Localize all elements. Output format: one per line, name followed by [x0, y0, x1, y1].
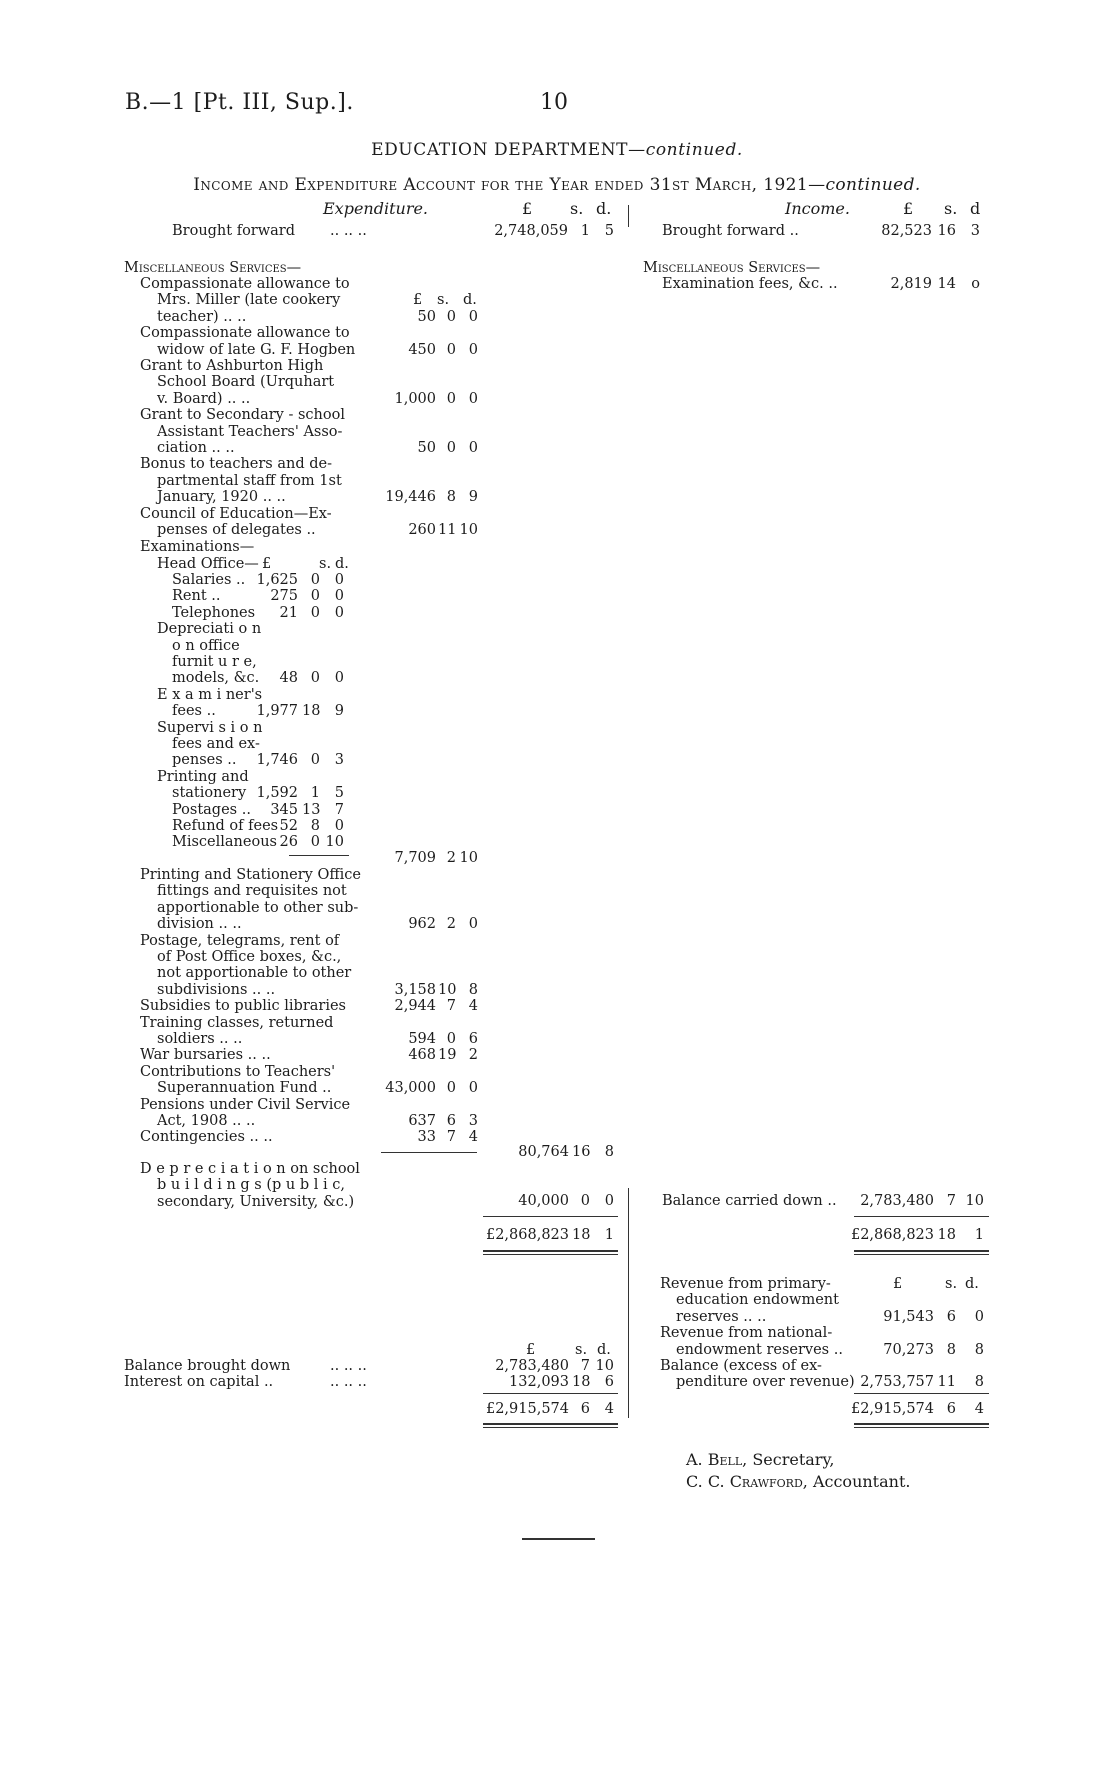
exam-item-pence: 9 [334, 703, 344, 720]
misc-item-line: Grant to Ashburton High [140, 358, 324, 374]
misc-item-pence: 0 [468, 308, 478, 325]
exam-item-pounds: 48 [279, 670, 298, 687]
interest-on-capital-shillings: 18 [572, 1374, 591, 1390]
misc-item-pounds: 594 [408, 1031, 436, 1047]
misc-item-shillings: 8 [446, 489, 456, 506]
misc-item-line: penses of delegates .. [157, 522, 316, 538]
exam-item-pence: 0 [334, 572, 344, 588]
balance-brought-down-shillings: 7 [580, 1358, 590, 1374]
b2-exp-col-shillings: s. [575, 1342, 588, 1358]
misc-item-line: Training classes, returned [140, 1014, 334, 1031]
misc-item-line: Contingencies .. .. [140, 1129, 273, 1146]
misc-item-pence: 8 [468, 981, 478, 998]
exam-item-line: E x a m i ner's [157, 686, 263, 703]
page-title: EDUCATION DEPARTMENT—continued. [371, 140, 743, 160]
exam-item-pence: 10 [325, 834, 344, 851]
b2-income-pence: 8 [974, 1341, 984, 1358]
exp-total-top-rule [483, 1216, 618, 1217]
exam-item-line: fees and ex- [172, 736, 260, 752]
misc-item-line: apportionable to other sub- [157, 899, 359, 916]
misc-item-line: Council of Education—Ex- [140, 505, 332, 522]
b2-income-pence: 0 [974, 1308, 984, 1325]
inc-exam-fees-shillings: 14 [937, 276, 956, 292]
exam-item-line: Printing and [157, 768, 249, 785]
signature-secretary: A. Bell, Secretary, [686, 1450, 835, 1469]
exam-item-shillings: 0 [310, 572, 320, 588]
misc-item-line: teacher) .. .. [157, 308, 247, 325]
misc-item-line: Postage, telegrams, rent of [140, 932, 340, 949]
b2-income-pounds: 91,543 [883, 1308, 934, 1325]
misc-item-pence: 0 [468, 1080, 478, 1097]
inc-brought-forward-pounds: 82,523 [881, 223, 932, 239]
b2-income-line: Balance (excess of ex- [660, 1358, 822, 1374]
misc-item-line: Superannuation Fund .. [157, 1080, 332, 1097]
misc-item-pence: 10 [459, 522, 478, 538]
inc-col-shillings: s. [944, 199, 958, 218]
misc-item-shillings: 0 [446, 341, 456, 358]
inc-balance-carried-down-pounds: 2,783,480 [860, 1193, 934, 1209]
misc-item-pounds: 260 [408, 522, 436, 538]
misc-item-line: Compassionate allowance to [140, 276, 350, 292]
interest-on-capital-pence: 6 [604, 1374, 614, 1390]
inc-balance-carried-down-pence: 10 [965, 1193, 984, 1209]
inc-exam-fees-pounds: 2,819 [890, 276, 932, 292]
b2-exp-total-pounds: £2,915,574 [485, 1401, 569, 1417]
misc-item-line: partmental staff from 1st [157, 472, 342, 489]
exam-col-pounds: £ [262, 556, 272, 572]
exp-brought-forward-dots: .. .. .. [330, 223, 367, 239]
exam-item-pounds: 1,977 [256, 703, 298, 720]
b2-exp-total-rule [483, 1393, 618, 1394]
exam-item-shillings: 8 [310, 818, 320, 834]
misc-item-pence: 0 [468, 440, 478, 456]
misc-item-pounds: 2,944 [394, 998, 436, 1015]
b2-income-pounds: 2,753,757 [860, 1374, 934, 1391]
exp-grand-total-pence: 1 [604, 1227, 614, 1243]
exam-total-shillings: 2 [446, 850, 456, 866]
exam-item-pounds: 21 [279, 604, 298, 621]
exam-item-pence: 7 [334, 801, 344, 818]
exam-item-pounds: 1,592 [256, 785, 298, 802]
b2-exp-col-pounds: £ [526, 1342, 536, 1358]
misc-item-pounds: 1,000 [394, 390, 436, 407]
exam-item-pounds: 26 [279, 834, 298, 851]
exam-item-line: Refund of fees [172, 818, 279, 834]
page-number: 10 [540, 90, 568, 115]
misc-item-line: of Post Office boxes, &c., [157, 949, 342, 965]
expenditure-heading: Expenditure. [323, 199, 429, 218]
misc-item-shillings: 7 [446, 1129, 456, 1146]
exam-item-pence: 3 [334, 752, 344, 769]
misc-item-pounds: 33 [417, 1129, 436, 1146]
interest-on-capital-dots: .. .. .. [330, 1374, 367, 1390]
inc-balance-carried-down-shillings: 7 [946, 1193, 956, 1209]
interest-on-capital-label: Interest on capital .. [124, 1374, 274, 1390]
exam-item-line: models, &c. [172, 670, 260, 687]
exam-item-pence: 0 [334, 604, 344, 621]
exam-item-pounds: 275 [270, 588, 298, 605]
misc-subtotal-rule [381, 1152, 477, 1153]
misc-col-shillings: s. [437, 292, 450, 308]
exam-item-line: Supervi s i o n [157, 719, 263, 736]
depreciation-line: D e p r e c i a t i o n on school [140, 1161, 360, 1177]
misc-item-pence: 0 [468, 390, 478, 407]
exam-item-line: o n office [172, 637, 240, 654]
b2-inc-col-pounds: £ [893, 1276, 903, 1292]
misc-item-shillings: 0 [446, 1080, 456, 1097]
b2-income-pence: 8 [974, 1374, 984, 1391]
misc-item-shillings: 11 [438, 522, 457, 538]
depreciation-line: b u i l d i n g s (p u b l i c, [157, 1177, 345, 1194]
b2-income-pounds: 70,273 [883, 1341, 934, 1358]
exam-item-shillings: 0 [310, 834, 320, 851]
depreciation-shillings: 0 [580, 1193, 590, 1209]
misc-item-shillings: 7 [446, 998, 456, 1015]
exp-col-pounds: £ [522, 199, 533, 218]
depreciation-line: secondary, University, &c.) [157, 1193, 355, 1210]
misc-item-line: School Board (Urquhart [157, 374, 335, 391]
inc-grand-total-pence: 1 [974, 1227, 984, 1243]
b2-inc-col-pence: d. [965, 1276, 979, 1292]
inc-balance-carried-down-label: Balance carried down .. [662, 1193, 837, 1209]
misc-item-shillings: 0 [446, 308, 456, 325]
document-reference: B.—1 [Pt. III, Sup.]. [125, 90, 354, 115]
misc-item-line: Compassionate allowance to [140, 325, 350, 342]
exam-item-pence: 0 [334, 670, 344, 687]
misc-item-pounds: 450 [408, 341, 436, 358]
depreciation-pounds: 40,000 [518, 1193, 569, 1209]
exp-total-double-rule [483, 1250, 618, 1252]
misc-item-pence: 2 [468, 1047, 478, 1064]
exam-item-line: Salaries .. [172, 572, 246, 588]
misc-item-line: January, 1920 .. .. [157, 489, 286, 506]
misc-item-line: subdivisions .. .. [157, 981, 276, 998]
column-divider [628, 205, 629, 227]
misc-item-line: ciation .. .. [157, 440, 235, 456]
misc-item-shillings: 6 [446, 1113, 456, 1129]
misc-item-pounds: 50 [417, 440, 436, 456]
misc-item-line: Mrs. Miller (late cookery [157, 292, 341, 309]
inc-grand-total-pounds: £2,868,823 [850, 1227, 934, 1243]
misc-item-pounds: 468 [408, 1047, 436, 1064]
misc-item-pounds: 3,158 [394, 981, 436, 998]
exam-item-line: Telephones [172, 604, 256, 621]
b2-income-line: penditure over revenue) [676, 1374, 855, 1391]
exam-item-pence: 0 [334, 588, 344, 605]
exp-misc-heading: Miscellaneous Services— [124, 260, 302, 276]
misc-item-pounds: 50 [417, 308, 436, 325]
signature-accountant: C. C. Crawford, Accountant. [686, 1472, 911, 1491]
misc-item-shillings: 19 [438, 1047, 457, 1064]
inc-col-pounds: £ [903, 199, 914, 218]
misc-item-pence: 0 [468, 341, 478, 358]
inc-total-top-rule [854, 1216, 989, 1217]
misc-item-line: Pensions under Civil Service [140, 1096, 351, 1113]
misc-item-line: Printing and Stationery Office [140, 867, 362, 883]
misc-item-pence: 6 [468, 1031, 478, 1047]
balance-brought-down-label: Balance brought down [124, 1358, 291, 1374]
misc-item-shillings: 2 [446, 916, 456, 933]
exp-grand-total-pounds: £2,868,823 [485, 1227, 569, 1243]
misc-item-line: Subsidies to public libraries [140, 998, 346, 1015]
exp-col-shillings: s. [570, 199, 584, 218]
misc-total-shillings: 16 [572, 1144, 591, 1160]
exam-item-shillings: 0 [310, 670, 320, 687]
misc-item-pence: 3 [468, 1113, 478, 1129]
inc-exam-fees-label: Examination fees, &c. .. [662, 276, 838, 292]
misc-col-pence: d. [463, 292, 477, 308]
exam-item-line: Depreciati o n [157, 621, 262, 638]
misc-item-line: not apportionable to other [157, 965, 352, 982]
misc-item-line: v. Board) .. .. [157, 390, 251, 407]
b2-exp-total-shillings: 6 [580, 1401, 590, 1417]
b2-income-shillings: 8 [946, 1341, 956, 1358]
inc-total-double-rule [854, 1250, 989, 1252]
misc-item-shillings: 10 [438, 981, 457, 998]
exp-brought-forward-pence: 5 [604, 223, 614, 239]
exam-item-pounds: 345 [270, 801, 298, 818]
exam-item-shillings: 0 [310, 588, 320, 605]
b2-inc-total-rule [854, 1393, 989, 1394]
misc-col-pounds: £ [413, 292, 423, 308]
inc-brought-forward-pence: 3 [970, 223, 980, 239]
exam-item-line: fees .. [172, 703, 216, 720]
account-subtitle: Income and Expenditure Account for the Year ended 31st March, 1921—continued. [193, 175, 921, 195]
exam-col-pence: d. [335, 556, 349, 572]
balance-brought-down-pounds: 2,783,480 [495, 1358, 569, 1374]
misc-total-pounds: 80,764 [518, 1144, 569, 1160]
misc-item-line: soldiers .. .. [157, 1031, 243, 1047]
exp-brought-forward-label: Brought forward [172, 223, 296, 239]
misc-item-shillings: 0 [446, 390, 456, 407]
balance-brought-down-dots: .. .. .. [330, 1358, 367, 1374]
misc-item-pounds: 962 [408, 916, 436, 933]
exam-item-shillings: 0 [310, 752, 320, 769]
misc-item-shillings: 0 [446, 440, 456, 456]
exam-item-line: Postages .. [172, 801, 251, 818]
misc-item-line: Grant to Secondary - school [140, 407, 345, 424]
b2-income-line: education endowment [676, 1292, 839, 1309]
misc-item-pence: 4 [468, 1129, 478, 1146]
end-rule [522, 1538, 595, 1540]
exam-item-line: Miscellaneous [172, 834, 277, 851]
b2-inc-total-pence: 4 [974, 1401, 984, 1417]
b2-inc-double-rule-2 [854, 1427, 989, 1428]
b2-exp-double-rule [483, 1423, 618, 1425]
exp-total-double-rule-2 [483, 1254, 618, 1255]
column-divider-lower [628, 1188, 629, 1418]
misc-item-line: widow of late G. F. Hogben [157, 341, 356, 358]
b2-exp-col-pence: d. [597, 1342, 611, 1358]
inc-total-double-rule-2 [854, 1254, 989, 1255]
interest-on-capital-pounds: 132,093 [509, 1374, 569, 1390]
exam-item-line: stationery [172, 785, 247, 802]
misc-item-line: Act, 1908 .. .. [157, 1113, 256, 1129]
misc-item-shillings: 0 [446, 1031, 456, 1047]
examinations-heading: Examinations— [140, 539, 255, 555]
exam-item-pounds: 1,625 [256, 572, 298, 588]
exp-col-pence: d. [596, 199, 612, 218]
exam-item-shillings: 13 [302, 801, 321, 818]
misc-item-line: Bonus to teachers and de- [140, 456, 332, 473]
exp-grand-total-shillings: 18 [572, 1227, 591, 1243]
exp-brought-forward-shillings: 1 [580, 223, 590, 239]
misc-item-pounds: 637 [408, 1113, 436, 1129]
inc-col-pence: d [970, 199, 981, 218]
b2-inc-double-rule [854, 1423, 989, 1425]
exam-total-pence: 10 [459, 850, 478, 866]
head-office-heading: Head Office— [157, 556, 259, 572]
exam-item-pence: 5 [334, 785, 344, 802]
misc-item-pence: 4 [468, 998, 478, 1015]
b2-inc-col-shillings: s. [945, 1276, 958, 1292]
b2-exp-double-rule-2 [483, 1427, 618, 1428]
inc-brought-forward-shillings: 16 [937, 223, 956, 239]
exam-item-shillings: 18 [302, 703, 321, 720]
misc-item-line: division .. .. [157, 916, 242, 933]
misc-item-pounds: 43,000 [385, 1080, 436, 1097]
inc-grand-total-shillings: 18 [937, 1227, 956, 1243]
b2-income-line: reserves .. .. [676, 1308, 767, 1325]
exam-item-pence: 0 [334, 818, 344, 834]
exp-brought-forward-pounds: 2,748,059 [494, 223, 568, 239]
b2-income-shillings: 6 [946, 1308, 956, 1325]
misc-item-line: Contributions to Teachers' [140, 1063, 336, 1080]
income-heading: Income. [785, 199, 850, 218]
misc-item-pounds: 19,446 [385, 489, 436, 506]
misc-item-line: fittings and requisites not [157, 883, 347, 900]
exam-item-shillings: 0 [310, 604, 320, 621]
exam-col-shillings: s. [319, 556, 332, 572]
exam-item-line: Rent .. [172, 588, 221, 605]
exam-item-line: furnit u r e, [172, 654, 257, 670]
misc-item-line: Assistant Teachers' Asso- [157, 423, 343, 440]
b2-exp-total-pence: 4 [604, 1401, 614, 1417]
misc-item-pence: 0 [468, 916, 478, 933]
b2-income-line: endowment reserves .. [676, 1341, 843, 1358]
b2-income-shillings: 11 [937, 1374, 956, 1391]
b2-inc-total-pounds: £2,915,574 [850, 1401, 934, 1417]
b2-income-line: Revenue from primary- [660, 1276, 831, 1292]
balance-brought-down-pence: 10 [595, 1358, 614, 1374]
b2-inc-total-shillings: 6 [946, 1401, 956, 1417]
b2-income-line: Revenue from national- [660, 1325, 833, 1342]
exam-item-shillings: 1 [310, 785, 320, 802]
misc-item-pence: 9 [468, 489, 478, 506]
inc-misc-heading: Miscellaneous Services— [643, 260, 821, 276]
exam-item-pounds: 52 [279, 818, 298, 834]
misc-total-pence: 8 [604, 1144, 614, 1160]
exam-item-pounds: 1,746 [256, 752, 298, 769]
exam-total-pounds: 7,709 [394, 850, 436, 866]
misc-item-line: War bursaries .. .. [140, 1047, 271, 1064]
depreciation-pence: 0 [604, 1193, 614, 1209]
inc-brought-forward-label: Brought forward .. [662, 223, 799, 239]
exam-item-line: penses .. [172, 752, 237, 769]
exam-subtotal-rule [289, 855, 349, 856]
inc-exam-fees-pence: o [971, 276, 980, 292]
